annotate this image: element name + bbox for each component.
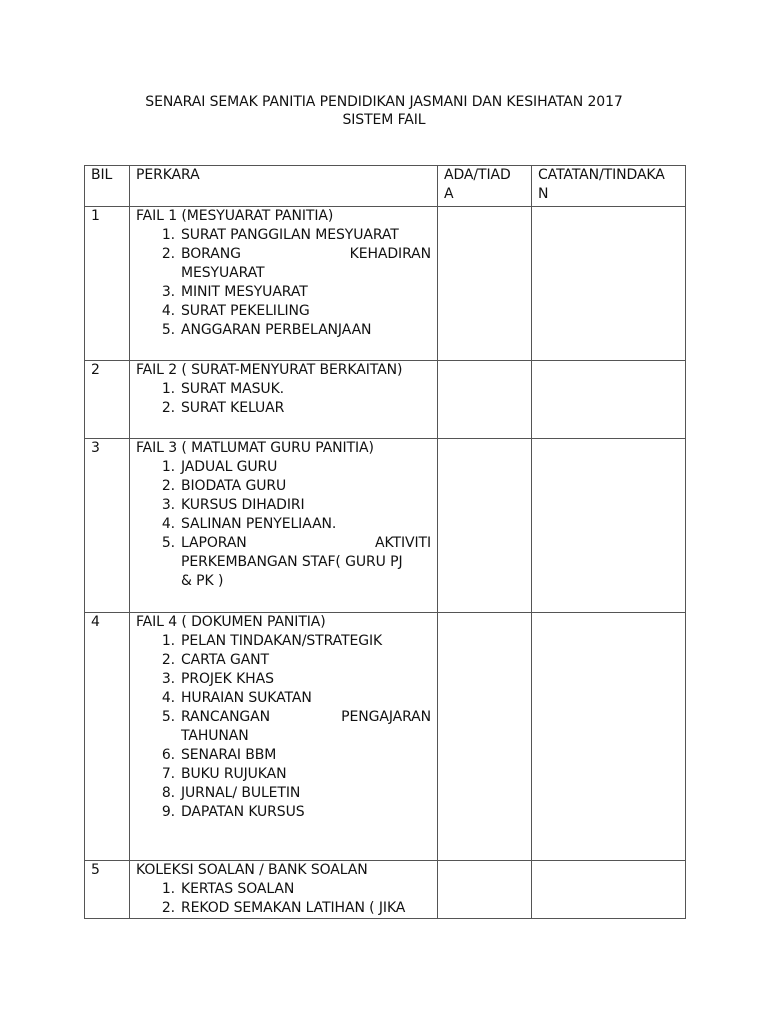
header-bil: BIL (85, 166, 130, 207)
list-item: 5. LAPORAN AKTIVITI PERKEMBANGAN STAF( GURU PJ & PK ) (161, 535, 431, 589)
header-ada-tiada: ADA/TIAD A (438, 166, 532, 207)
row-perkara (130, 613, 438, 861)
row-perkara (130, 207, 438, 361)
list-item: 3. KURSUS DIHADIRI (161, 497, 305, 513)
row-heading: FAIL 2 ( SURAT-MENYURAT BERKAITAN) (136, 362, 403, 378)
list-item: 4. HURAIAN SUKATAN (161, 690, 312, 706)
row-catatan-cell (532, 861, 686, 919)
row-catatan-cell (532, 613, 686, 861)
list-item: 4. SALINAN PENYELIAAN. (161, 516, 337, 532)
row-heading: FAIL 4 ( DOKUMEN PANITIA) (136, 614, 326, 630)
item-list (136, 380, 431, 418)
row-ada-tiada-cell (438, 861, 532, 919)
row-heading: FAIL 1 (MESYUARAT PANITIA) (136, 208, 334, 224)
row-ada-tiada-cell (438, 613, 532, 861)
table-row (85, 207, 686, 361)
table-header-row (85, 166, 686, 207)
item-list (136, 458, 431, 591)
list-item: 2. SURAT KELUAR (161, 400, 285, 416)
list-item: 2. CARTA GANT (161, 652, 270, 668)
row-number: 4 (85, 613, 130, 861)
list-item: 1. KERTAS SOALAN (161, 881, 295, 897)
row-catatan-cell (532, 439, 686, 613)
row-catatan-cell (532, 207, 686, 361)
list-item: 6. SENARAI BBM (161, 747, 277, 763)
list-item: 3. MINIT MESYUARAT (161, 284, 308, 300)
list-item: 2. BIODATA GURU (161, 478, 287, 494)
row-heading: KOLEKSI SOALAN / BANK SOALAN (136, 862, 368, 878)
item-list (136, 226, 431, 340)
row-number: 2 (85, 361, 130, 439)
row-ada-tiada-cell (438, 207, 532, 361)
row-number: 5 (85, 861, 130, 919)
document-title (0, 93, 768, 129)
header-catatan-tindakan: CATATAN/TINDAKA N (532, 166, 686, 207)
row-perkara (130, 361, 438, 439)
list-item: 9. DAPATAN KURSUS (161, 804, 305, 820)
row-ada-tiada-cell (438, 439, 532, 613)
header-perkara: PERKARA (130, 166, 438, 207)
table-row (85, 613, 686, 861)
list-item: 1. JADUAL GURU (161, 459, 278, 475)
title-line-2: SISTEM FAIL (342, 112, 426, 128)
list-item: 2. REKOD SEMAKAN LATIHAN ( JIKA (161, 900, 406, 916)
list-item: 2. BORANG KEHADIRAN MESYUARAT (161, 246, 431, 281)
title-line-1: SENARAI SEMAK PANITIA PENDIDIKAN JASMANI DAN KESIHATAN 2017 (145, 94, 623, 110)
row-perkara (130, 439, 438, 613)
list-item: 3. PROJEK KHAS (161, 671, 274, 687)
item-list (136, 632, 431, 822)
list-item: 7. BUKU RUJUKAN (161, 766, 287, 782)
row-number: 1 (85, 207, 130, 361)
row-heading: FAIL 3 ( MATLUMAT GURU PANITIA) (136, 440, 374, 456)
list-item: 1. SURAT PANGGILAN MESYUARAT (161, 227, 399, 243)
table-row (85, 361, 686, 439)
row-catatan-cell (532, 361, 686, 439)
table-row (85, 439, 686, 613)
list-item: 8. JURNAL/ BULETIN (161, 785, 301, 801)
list-item: 1. PELAN TINDAKAN/STRATEGIK (161, 633, 383, 649)
list-item: 4. SURAT PEKELILING (161, 303, 310, 319)
checklist-table (84, 165, 686, 919)
list-item: 1. SURAT MASUK. (161, 381, 285, 397)
list-item: 5. RANCANGAN PENGAJARAN TAHUNAN (161, 709, 431, 744)
row-ada-tiada-cell (438, 361, 532, 439)
row-perkara (130, 861, 438, 919)
item-list (136, 880, 431, 918)
row-number: 3 (85, 439, 130, 613)
list-item: 5. ANGGARAN PERBELANJAAN (161, 322, 372, 338)
table-row (85, 861, 686, 919)
